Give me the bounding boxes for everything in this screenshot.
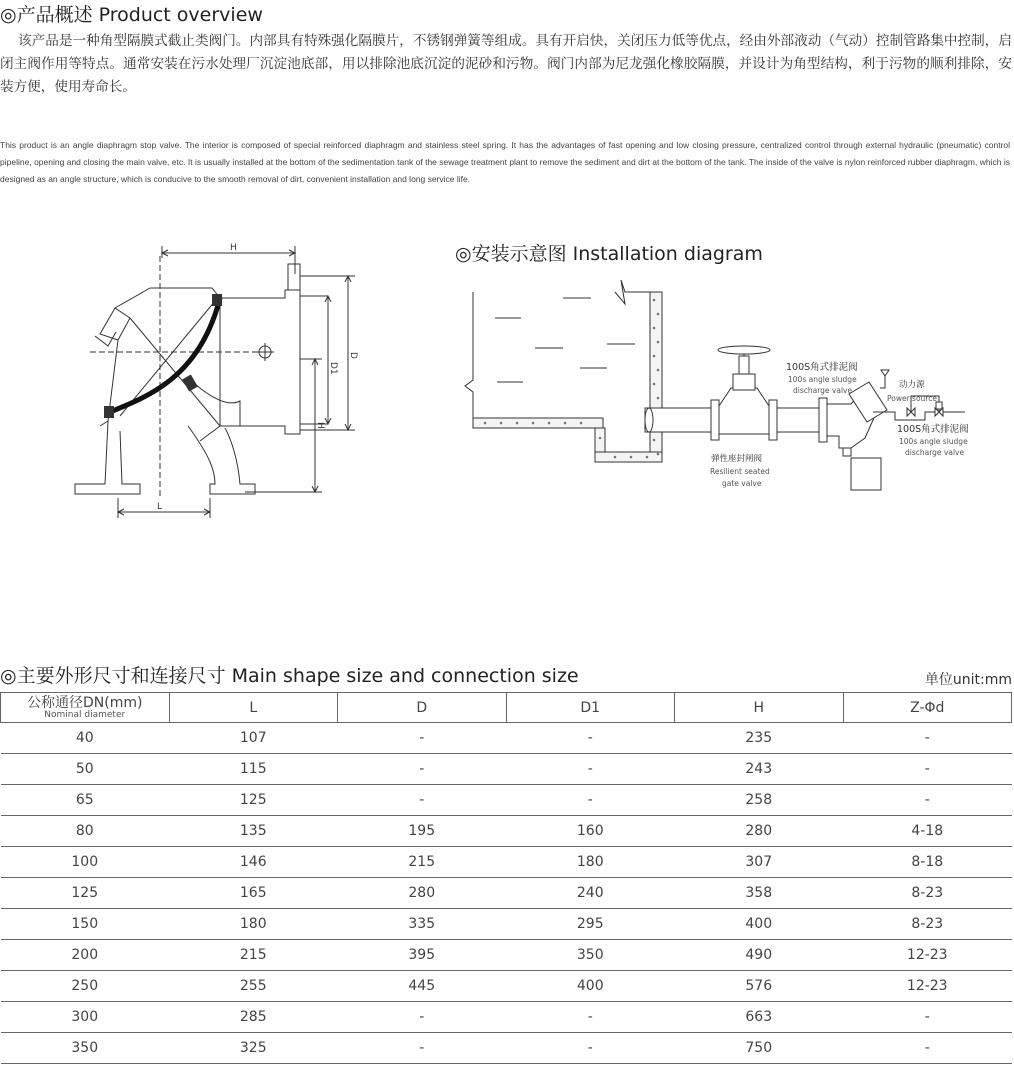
cell-d: 195: [338, 816, 507, 847]
label-valve-top-en2: discharge valve: [793, 386, 853, 395]
cell-d1: 350: [506, 940, 675, 971]
diaphragm-clamp: [182, 374, 198, 391]
gate-valve-body: [719, 388, 769, 434]
table-row: [1, 909, 1012, 940]
cell-d: -: [338, 754, 507, 785]
cell-z-phi-d: -: [843, 1033, 1012, 1064]
dimensions-table: [0, 692, 1012, 1064]
overview-chinese-text: 该产品是一种角型隔膜式截止类阀门。内部具有特殊强化隔膜片，不锈钢弹簧等组成。具有开启快，关闭压力低等优点，经由外部液动（气动）控制管路集中控制，启闭主阀作用等特点。通常安装在污水处理厂沉淀池底部，用以排除池底沉淀的泥砂和污物。阀门内部为尼龙强化橡胶隔膜，并设计为角型结构，利于污物的顺利排除，安装方便，使用寿命长。: [0, 33, 1012, 95]
cell-h: 750: [675, 1033, 844, 1064]
gate-flange-left: [711, 400, 719, 440]
angle-valve-flange: [819, 398, 827, 442]
cell-d: 335: [338, 909, 507, 940]
label-valve-top-en1: 100s angle sludge: [788, 375, 857, 384]
table-row: [1, 785, 1012, 816]
cell-h: 243: [675, 754, 844, 785]
table-row: [1, 847, 1012, 878]
cell-d: -: [338, 1002, 507, 1033]
table-row: [1, 1033, 1012, 1064]
cell-z-phi-d: -: [843, 785, 1012, 816]
overview-english-text: This product is an angle diaphragm stop valve. The interior is composed of special reinforced diaphragm and stainless steel spring. It has the advantages of fast opening and low closing pressure, centralized control through external hydraulic (pneumatic) control pipeline, opening and closing the main valve, etc. It is usually installed at the bottom of the sedimentation tank of the sewage treatment plant to remove the sediment and dirt at the bottom of the tank. The inside of the valve is nylon reinforced rubber diaphragm, which is designed as an angle structure, which is conducive to the smooth removal of dirt, convenient installation and long service life.: [0, 140, 1010, 184]
table-row: [1, 971, 1012, 1002]
cell-d1: 400: [506, 971, 675, 1002]
label-d1: D1: [328, 362, 338, 375]
label-power-cn: 动力源: [899, 380, 925, 390]
inner-curve: [195, 384, 240, 426]
header-d1: D1: [506, 693, 675, 723]
cell-l: 215: [169, 940, 338, 971]
cell-z-phi-d: -: [843, 754, 1012, 785]
cell-z-phi-d: -: [843, 723, 1012, 754]
cell-z-phi-d: 4-18: [843, 816, 1012, 847]
cell-l: 125: [169, 785, 338, 816]
cell-l: 325: [169, 1033, 338, 1064]
label-power-en: Power source: [887, 394, 937, 403]
table-row: [1, 816, 1012, 847]
cell-dn: 200: [1, 940, 170, 971]
cell-dn: 350: [1, 1033, 170, 1064]
bonnet-edge-top: [115, 288, 150, 308]
cell-d1: 180: [506, 847, 675, 878]
cell-l: 107: [169, 723, 338, 754]
tank-floor: [473, 418, 603, 428]
label-gate-en2: gate valve: [722, 479, 762, 488]
cell-l: 255: [169, 971, 338, 1002]
label-h-top: H: [230, 243, 237, 253]
gate-flange-right: [769, 400, 777, 440]
cell-z-phi-d: 12-23: [843, 971, 1012, 1002]
table-row: [1, 878, 1012, 909]
cell-h: 235: [675, 723, 844, 754]
header-dn: [1, 693, 170, 723]
cell-dn: 40: [1, 723, 170, 754]
cell-d1: -: [506, 1002, 675, 1033]
table-header-row: [1, 693, 1012, 723]
diaphragm-left-clamp: [104, 406, 114, 418]
cell-z-phi-d: 8-18: [843, 847, 1012, 878]
table-row: [1, 1002, 1012, 1033]
cell-h: 258: [675, 785, 844, 816]
installation-diagram: [455, 270, 995, 500]
table-row: [1, 940, 1012, 971]
header-h: H: [675, 693, 844, 723]
label-valve-top-cn: 100S角式排泥阀: [786, 362, 858, 373]
cell-dn: 150: [1, 909, 170, 940]
label-valve-bottom-en2: discharge valve: [905, 448, 965, 457]
table-row: [1, 754, 1012, 785]
unit-label: 单位unit:mm: [924, 672, 1012, 688]
cell-d: 215: [338, 847, 507, 878]
bonnet-flange: [100, 308, 130, 340]
cell-l: 285: [169, 1002, 338, 1033]
cell-l: 146: [169, 847, 338, 878]
cell-d: 395: [338, 940, 507, 971]
label-gate-en1: Resilient seated: [710, 467, 770, 476]
overview-title: ◎产品概述 Product overview: [0, 4, 263, 26]
cross-line-2: [120, 301, 215, 416]
label-gate-cn: 弹性座封闸阀: [711, 454, 763, 464]
cell-d1: -: [506, 754, 675, 785]
cell-dn: 125: [1, 878, 170, 909]
control-line-1: [880, 380, 885, 388]
cell-d: -: [338, 723, 507, 754]
cell-dn: 50: [1, 754, 170, 785]
header-dn-label: 公称通径DN(mm): [27, 694, 143, 711]
cell-dn: 65: [1, 785, 170, 816]
cell-d1: 240: [506, 878, 675, 909]
sump-floor: [595, 452, 662, 462]
diaphragm-top-clamp: [212, 294, 222, 306]
cell-h: 400: [675, 909, 844, 940]
cell-dn: 300: [1, 1002, 170, 1033]
table-body: [1, 723, 1012, 1064]
outlet-flange: [220, 290, 300, 434]
cell-d: 280: [338, 878, 507, 909]
base-right: [188, 426, 255, 494]
header-z-phi-d: Z-Φd: [843, 693, 1012, 723]
header-l: L: [169, 693, 338, 723]
dimensions-title: ◎主要外形尺寸和连接尺寸 Main shape size and connection size: [0, 665, 579, 687]
cell-z-phi-d: -: [843, 1002, 1012, 1033]
cell-dn: 80: [1, 816, 170, 847]
header-dn-sublabel: Nominal diameter: [44, 709, 126, 720]
cell-l: 115: [169, 754, 338, 785]
angle-valve-outlet: [851, 458, 881, 490]
installation-title: ◎安装示意图 Installation diagram: [455, 243, 763, 265]
valve-technical-drawing: [60, 236, 370, 526]
cell-z-phi-d: 12-23: [843, 940, 1012, 971]
label-d: D: [348, 352, 358, 359]
gate-bonnet: [733, 374, 755, 390]
gate-handwheel: [718, 346, 770, 354]
cell-d: -: [338, 1033, 507, 1064]
label-l: L: [157, 502, 163, 512]
gate-stem-housing: [739, 356, 749, 374]
cell-l: 180: [169, 909, 338, 940]
top-flange: [288, 264, 300, 290]
cell-z-phi-d: 8-23: [843, 878, 1012, 909]
label-valve-bottom-cn: 100S角式排泥阀: [897, 424, 969, 435]
cell-l: 135: [169, 816, 338, 847]
cell-h: 358: [675, 878, 844, 909]
cell-dn: 250: [1, 971, 170, 1002]
tank-wall-right: [650, 292, 662, 460]
cell-d1: 160: [506, 816, 675, 847]
cell-d1: -: [506, 1033, 675, 1064]
table-row: [1, 723, 1012, 754]
tank-wall: [465, 292, 660, 460]
cell-h: 490: [675, 940, 844, 971]
label-valve-bottom-en1: 100s angle sludge: [899, 437, 968, 446]
label-h-side: H: [315, 422, 325, 429]
cell-d1: -: [506, 785, 675, 816]
cell-d1: -: [506, 723, 675, 754]
pipe-end: [645, 408, 653, 432]
cell-l: 165: [169, 878, 338, 909]
cell-d1: 295: [506, 909, 675, 940]
cell-d: -: [338, 785, 507, 816]
header-d: D: [338, 693, 507, 723]
cell-d: 445: [338, 971, 507, 1002]
base-left: [75, 421, 140, 494]
cell-h: 307: [675, 847, 844, 878]
cell-h: 663: [675, 1002, 844, 1033]
cell-h: 576: [675, 971, 844, 1002]
cell-dn: 100: [1, 847, 170, 878]
cell-z-phi-d: 8-23: [843, 909, 1012, 940]
cell-h: 280: [675, 816, 844, 847]
